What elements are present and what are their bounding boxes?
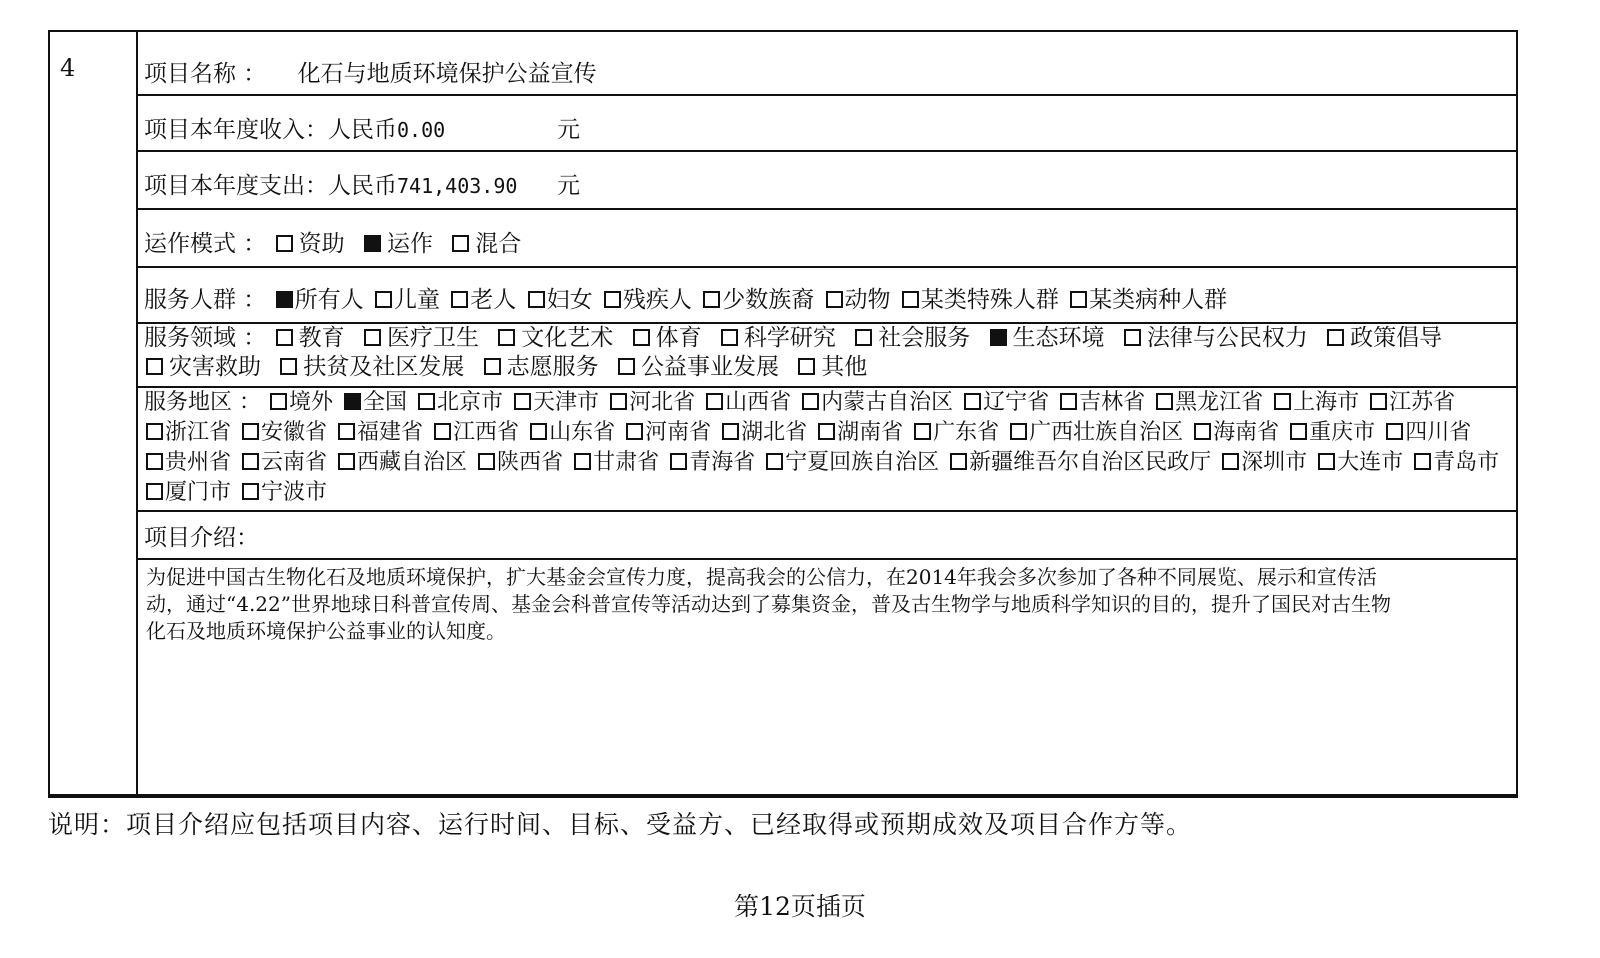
checkbox-label: 少数族裔 — [722, 287, 815, 313]
checkbox-option[interactable] — [1220, 450, 1307, 475]
checkbox-option[interactable] — [336, 420, 423, 445]
checkbox-label: 山东省 — [549, 420, 616, 445]
service-fields-label: 服务领域 ： — [144, 325, 267, 351]
checkbox-checked-icon[interactable] — [276, 291, 293, 308]
checkbox-label: 北京市 — [437, 390, 504, 415]
checkbox-option[interactable] — [948, 450, 1211, 475]
checkbox-empty-icon[interactable] — [721, 329, 738, 346]
checkbox-label: 江苏省 — [1389, 390, 1456, 415]
checkbox-label: 体育 — [655, 325, 702, 351]
checkbox-label: 西藏自治区 — [357, 450, 468, 475]
checkbox-option[interactable] — [572, 450, 659, 475]
checkbox-label: 贵州省 — [165, 450, 232, 475]
checkbox-option[interactable] — [432, 420, 519, 445]
checkbox-empty-icon[interactable] — [146, 358, 163, 375]
checkbox-option[interactable] — [144, 480, 231, 505]
checkbox-option[interactable] — [496, 325, 613, 351]
checkbox-empty-icon[interactable] — [1386, 423, 1403, 440]
service-groups-row — [138, 268, 1516, 324]
checkbox-option[interactable] — [1288, 420, 1375, 445]
checkbox-label: 四川省 — [1405, 420, 1472, 445]
checkbox-empty-icon[interactable] — [338, 453, 355, 470]
checkbox-label: 某类特殊人群 — [920, 287, 1059, 313]
checkbox-empty-icon[interactable] — [950, 453, 967, 470]
row-number: 4 — [60, 54, 76, 82]
checkbox-label: 动物 — [844, 287, 891, 313]
checkbox-checked-icon[interactable] — [990, 329, 1007, 346]
checkbox-checked-icon[interactable] — [364, 235, 381, 252]
checkbox-option[interactable] — [1325, 325, 1442, 351]
checkbox-label: 安徽省 — [261, 420, 328, 445]
checkbox-empty-icon[interactable] — [798, 358, 815, 375]
checkbox-label: 河北省 — [629, 390, 696, 415]
checkbox-option[interactable] — [1154, 390, 1263, 415]
checkbox-empty-icon[interactable] — [452, 235, 469, 252]
checkbox-empty-icon[interactable] — [610, 393, 627, 410]
checkbox-empty-icon[interactable] — [276, 235, 293, 252]
checkbox-option[interactable] — [240, 450, 327, 475]
checkbox-empty-icon[interactable] — [364, 329, 381, 346]
checkbox-option[interactable] — [144, 420, 231, 445]
checkbox-option[interactable] — [816, 420, 903, 445]
checkbox-empty-icon[interactable] — [146, 453, 163, 470]
checkbox-label: 生态环境 — [1012, 325, 1105, 351]
checkbox-label: 老人 — [470, 287, 517, 313]
checkbox-empty-icon[interactable] — [964, 393, 981, 410]
checkbox-label: 重庆市 — [1309, 420, 1376, 445]
checkbox-empty-icon[interactable] — [146, 423, 163, 440]
checkbox-option[interactable] — [362, 325, 479, 351]
checkbox-label: 扶贫及社区发展 — [303, 354, 465, 380]
checkbox-empty-icon[interactable] — [1327, 329, 1344, 346]
checkbox-empty-icon[interactable] — [375, 291, 392, 308]
checkbox-option[interactable] — [631, 325, 702, 351]
checkbox-label: 深圳市 — [1241, 450, 1308, 475]
checkbox-label: 某类病种人群 — [1089, 287, 1228, 313]
checkbox-label: 内蒙古自治区 — [821, 390, 954, 415]
service-groups-label: 服务人群 ： — [144, 287, 267, 313]
checkbox-option[interactable] — [278, 354, 464, 380]
checkbox-option[interactable] — [616, 354, 779, 380]
checkbox-option[interactable] — [1068, 287, 1227, 313]
checkbox-label: 儿童 — [393, 287, 440, 313]
checkbox-label: 教育 — [298, 325, 345, 351]
checkbox-option[interactable] — [853, 325, 970, 351]
checkbox-option[interactable] — [274, 325, 345, 351]
checkbox-label: 吉林省 — [1079, 390, 1146, 415]
introduction-text: 为促进中国古生物化石及地质环境保护，扩大基金会宣传力度，提高我会的公信力，在2014年我会多次参加了各种不同展览、展示和宣传活动，通过“4.22”世界地球日科普宣传周、基金会科普宣传等活动达到了募集资金，普及古生物学与地质科学知识的目的，提升了国民对古生物化石及地质环境保护公益事业的认知度。 — [146, 565, 1391, 643]
project-name-value: 化石与地质环境保护公益宣传 — [297, 61, 597, 87]
checkbox-empty-icon[interactable] — [1274, 393, 1291, 410]
checkbox-empty-icon[interactable] — [451, 291, 468, 308]
checkbox-option[interactable] — [526, 287, 593, 313]
checkbox-option[interactable] — [144, 450, 231, 475]
checkbox-empty-icon[interactable] — [146, 483, 163, 500]
checkbox-empty-icon[interactable] — [280, 358, 297, 375]
checkbox-option[interactable] — [1192, 420, 1279, 445]
checkbox-label: 文化艺术 — [521, 325, 614, 351]
checkbox-empty-icon[interactable] — [270, 393, 287, 410]
checkbox-label: 广东省 — [933, 420, 1000, 445]
checkbox-option[interactable] — [476, 450, 563, 475]
service-regions-row — [138, 388, 1516, 512]
checkbox-option[interactable] — [1316, 450, 1403, 475]
checkbox-empty-icon[interactable] — [528, 291, 545, 308]
checkbox-option[interactable] — [450, 231, 521, 257]
checkbox-option[interactable] — [719, 325, 836, 351]
checkbox-option[interactable] — [624, 420, 711, 445]
checkbox-option[interactable] — [268, 390, 333, 415]
checkbox-label: 社会服务 — [878, 325, 971, 351]
checkbox-empty-icon[interactable] — [1010, 423, 1027, 440]
project-name-row — [138, 32, 1516, 96]
checkbox-empty-icon[interactable] — [902, 291, 919, 308]
checkbox-empty-icon[interactable] — [1194, 423, 1211, 440]
checkbox-label: 公益事业发展 — [640, 354, 779, 380]
checkbox-label: 志愿服务 — [506, 354, 599, 380]
checkbox-empty-icon[interactable] — [338, 423, 355, 440]
expense-currency: 人民币 — [328, 173, 397, 199]
expense-unit: 元 — [557, 173, 580, 199]
checkbox-empty-icon[interactable] — [434, 423, 451, 440]
checkbox-option[interactable] — [144, 354, 261, 380]
checkbox-empty-icon[interactable] — [633, 329, 650, 346]
checkbox-option[interactable] — [449, 287, 516, 313]
checkbox-option[interactable] — [602, 287, 692, 313]
checkbox-empty-icon[interactable] — [855, 329, 872, 346]
checkbox-label: 大连市 — [1337, 450, 1404, 475]
checkbox-empty-icon[interactable] — [826, 291, 843, 308]
checkbox-label: 广西壮族自治区 — [1029, 420, 1184, 445]
checkbox-label: 科学研究 — [743, 325, 836, 351]
checkbox-label: 资助 — [298, 231, 345, 257]
checkbox-option[interactable] — [701, 287, 814, 313]
checkbox-empty-icon[interactable] — [1156, 393, 1173, 410]
checkbox-empty-icon[interactable] — [484, 358, 501, 375]
checkbox-label: 山西省 — [725, 390, 792, 415]
checkbox-label: 湖南省 — [837, 420, 904, 445]
checkbox-empty-icon[interactable] — [722, 423, 739, 440]
checkbox-empty-icon[interactable] — [766, 453, 783, 470]
checkbox-empty-icon[interactable] — [1414, 453, 1431, 470]
service-fields-options — [144, 325, 1452, 380]
introduction-label: 项目介绍： — [144, 525, 259, 551]
checkbox-option[interactable] — [912, 420, 999, 445]
checkbox-empty-icon[interactable] — [418, 393, 435, 410]
checkbox-empty-icon[interactable] — [670, 453, 687, 470]
checkbox-label: 宁夏回族自治区 — [785, 450, 940, 475]
service-groups-options — [274, 287, 1230, 313]
checkbox-label: 运作 — [386, 231, 433, 257]
project-content-column — [138, 32, 1516, 794]
checkbox-option[interactable] — [988, 325, 1105, 351]
checkbox-label: 黑龙江省 — [1175, 390, 1264, 415]
income-amount: 0.00 — [397, 118, 446, 142]
checkbox-option[interactable] — [1058, 390, 1145, 415]
checkbox-empty-icon[interactable] — [1060, 393, 1077, 410]
checkbox-option[interactable] — [512, 390, 599, 415]
income-label: 项目本年度收入： — [144, 117, 328, 143]
checkbox-option[interactable] — [240, 420, 327, 445]
checkbox-option[interactable] — [416, 390, 503, 415]
checkbox-label: 厦门市 — [165, 480, 232, 505]
checkbox-empty-icon[interactable] — [818, 423, 835, 440]
checkbox-option[interactable] — [668, 450, 755, 475]
project-form-table — [48, 30, 1518, 798]
checkbox-label: 妇女 — [546, 287, 593, 313]
checkbox-option[interactable] — [704, 390, 791, 415]
checkbox-empty-icon[interactable] — [574, 453, 591, 470]
checkbox-empty-icon[interactable] — [914, 423, 931, 440]
page-number: 第12页插页 — [734, 892, 866, 921]
checkbox-label: 陕西省 — [497, 450, 564, 475]
checkbox-option[interactable] — [528, 420, 615, 445]
checkbox-label: 福建省 — [357, 420, 424, 445]
checkbox-label: 其他 — [821, 354, 868, 380]
income-row — [138, 96, 1516, 152]
checkbox-label: 灾害救助 — [169, 354, 261, 380]
checkbox-label: 湖北省 — [741, 420, 808, 445]
checkbox-empty-icon[interactable] — [703, 291, 720, 308]
checkbox-label: 政策倡导 — [1350, 325, 1443, 351]
checkbox-option[interactable] — [962, 390, 1049, 415]
checkbox-empty-icon[interactable] — [514, 393, 531, 410]
introduction-label-row — [138, 512, 1516, 560]
checkbox-label: 海南省 — [1213, 420, 1280, 445]
expense-label: 项目本年度支出： — [144, 173, 328, 199]
expense-amount: 741,403.90 — [397, 174, 518, 198]
checkbox-option[interactable] — [720, 420, 807, 445]
checkbox-empty-icon[interactable] — [1222, 453, 1239, 470]
checkbox-option[interactable] — [1368, 390, 1455, 415]
checkbox-option[interactable] — [608, 390, 695, 415]
checkbox-option[interactable] — [342, 390, 407, 415]
checkbox-empty-icon[interactable] — [604, 291, 621, 308]
checkbox-label: 浙江省 — [165, 420, 232, 445]
checkbox-label: 甘肃省 — [593, 450, 660, 475]
checkbox-option[interactable] — [373, 287, 440, 313]
checkbox-option[interactable] — [824, 287, 891, 313]
checkbox-empty-icon[interactable] — [1124, 329, 1141, 346]
checkbox-empty-icon[interactable] — [1370, 393, 1387, 410]
checkbox-option[interactable] — [800, 390, 953, 415]
checkbox-checked-icon[interactable] — [344, 393, 361, 410]
checkbox-option[interactable] — [1384, 420, 1471, 445]
checkbox-label: 所有人 — [294, 287, 364, 313]
checkbox-empty-icon[interactable] — [802, 393, 819, 410]
checkbox-label: 混合 — [475, 231, 522, 257]
checkbox-empty-icon[interactable] — [1070, 291, 1087, 308]
checkbox-label: 河南省 — [645, 420, 712, 445]
checkbox-option[interactable] — [274, 231, 345, 257]
checkbox-label: 天津市 — [533, 390, 600, 415]
service-fields-row — [138, 324, 1516, 388]
form-note: 说明：项目介绍应包括项目内容、运行时间、目标、受益方、已经取得或预期成效及项目合作方等。 — [48, 810, 1193, 839]
checkbox-option[interactable] — [240, 480, 327, 505]
checkbox-option[interactable] — [482, 354, 599, 380]
checkbox-empty-icon[interactable] — [1318, 453, 1335, 470]
income-unit: 元 — [557, 117, 580, 143]
checkbox-option[interactable] — [1008, 420, 1183, 445]
checkbox-empty-icon[interactable] — [626, 423, 643, 440]
checkbox-label: 青岛市 — [1433, 450, 1500, 475]
income-currency: 人民币 — [328, 117, 397, 143]
checkbox-option[interactable] — [764, 450, 939, 475]
checkbox-option[interactable] — [796, 354, 867, 380]
checkbox-label: 残疾人 — [622, 287, 692, 313]
service-regions-label: 服务地区 ： — [144, 390, 261, 415]
checkbox-empty-icon[interactable] — [706, 393, 723, 410]
project-name-label: 项目名称 ： — [144, 61, 267, 87]
operation-mode-options — [274, 231, 532, 257]
checkbox-label: 青海省 — [689, 450, 756, 475]
checkbox-label: 新疆维吾尔自治区民政厅 — [969, 450, 1212, 475]
checkbox-option[interactable] — [900, 287, 1059, 313]
operation-mode-row — [138, 210, 1516, 268]
checkbox-label: 云南省 — [261, 450, 328, 475]
checkbox-option[interactable] — [1412, 450, 1499, 475]
checkbox-label: 全国 — [363, 390, 408, 415]
checkbox-empty-icon[interactable] — [276, 329, 293, 346]
checkbox-empty-icon[interactable] — [530, 423, 547, 440]
checkbox-label: 境外 — [289, 390, 334, 415]
checkbox-empty-icon[interactable] — [242, 483, 259, 500]
checkbox-label: 宁波市 — [261, 480, 328, 505]
checkbox-label: 医疗卫生 — [386, 325, 479, 351]
checkbox-label: 上海市 — [1293, 390, 1360, 415]
checkbox-empty-icon[interactable] — [498, 329, 515, 346]
checkbox-empty-icon[interactable] — [242, 423, 259, 440]
checkbox-empty-icon[interactable] — [242, 453, 259, 470]
checkbox-label: 江西省 — [453, 420, 520, 445]
checkbox-label: 辽宁省 — [983, 390, 1050, 415]
expense-row — [138, 152, 1516, 210]
row-number-column — [50, 32, 138, 794]
checkbox-option[interactable] — [274, 287, 364, 313]
checkbox-empty-icon[interactable] — [478, 453, 495, 470]
checkbox-option[interactable] — [1272, 390, 1359, 415]
checkbox-option[interactable] — [362, 231, 433, 257]
checkbox-option[interactable] — [336, 450, 467, 475]
checkbox-empty-icon[interactable] — [618, 358, 635, 375]
checkbox-label: 法律与公民权力 — [1146, 325, 1308, 351]
checkbox-option[interactable] — [1122, 325, 1308, 351]
checkbox-empty-icon[interactable] — [1290, 423, 1307, 440]
operation-mode-label: 运作模式 ： — [144, 231, 267, 257]
service-regions-options — [144, 390, 1501, 505]
